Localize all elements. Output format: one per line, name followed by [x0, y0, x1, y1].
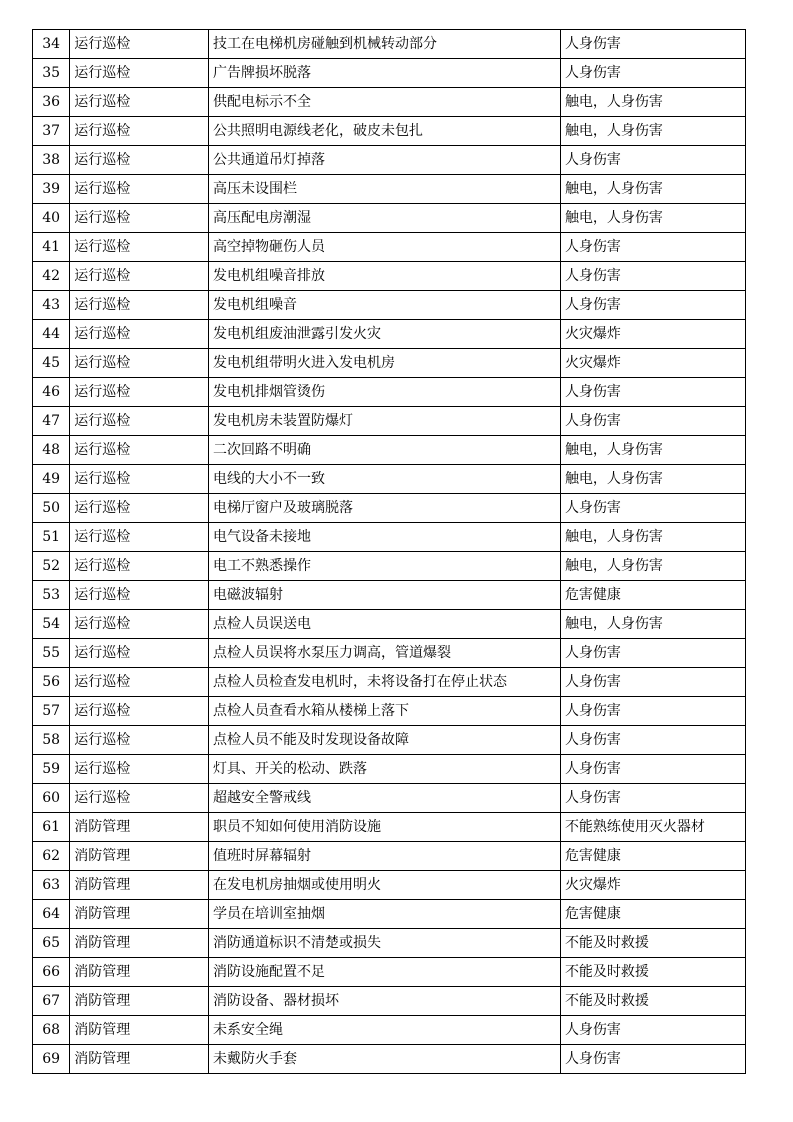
category-cell: 运行巡检	[70, 523, 209, 552]
row-number-cell: 58	[33, 726, 70, 755]
table-row	[33, 755, 746, 784]
hazard-cell: 电线的大小不一致	[208, 465, 560, 494]
category-cell: 运行巡检	[70, 175, 209, 204]
category-cell: 运行巡检	[70, 436, 209, 465]
category-cell: 运行巡检	[70, 552, 209, 581]
row-number-cell: 62	[33, 842, 70, 871]
table-row	[33, 552, 746, 581]
category-cell: 消防管理	[70, 1045, 209, 1074]
hazard-cell: 学员在培训室抽烟	[208, 900, 560, 929]
row-number-cell: 64	[33, 900, 70, 929]
row-number-cell: 63	[33, 871, 70, 900]
consequence-cell: 触电，人身伤害	[560, 552, 745, 581]
table-row	[33, 204, 746, 233]
consequence-cell: 人身伤害	[560, 59, 745, 88]
category-cell: 运行巡检	[70, 117, 209, 146]
table-row	[33, 262, 746, 291]
row-number-cell: 56	[33, 668, 70, 697]
row-number-cell: 66	[33, 958, 70, 987]
hazard-cell: 发电机组噪音排放	[208, 262, 560, 291]
hazard-table	[32, 29, 746, 1074]
consequence-cell: 火灾爆炸	[560, 349, 745, 378]
category-cell: 消防管理	[70, 900, 209, 929]
category-cell: 运行巡检	[70, 639, 209, 668]
hazard-cell: 电梯厅窗户及玻璃脱落	[208, 494, 560, 523]
category-cell: 运行巡检	[70, 59, 209, 88]
consequence-cell: 人身伤害	[560, 1045, 745, 1074]
hazard-cell: 发电机组废油泄露引发火灾	[208, 320, 560, 349]
category-cell: 运行巡检	[70, 784, 209, 813]
table-row	[33, 320, 746, 349]
table-row	[33, 842, 746, 871]
table-row	[33, 59, 746, 88]
category-cell: 消防管理	[70, 813, 209, 842]
category-cell: 运行巡检	[70, 378, 209, 407]
row-number-cell: 57	[33, 697, 70, 726]
consequence-cell: 人身伤害	[560, 784, 745, 813]
hazard-cell: 超越安全警戒线	[208, 784, 560, 813]
consequence-cell: 人身伤害	[560, 378, 745, 407]
hazard-cell: 技工在电梯机房碰触到机械转动部分	[208, 30, 560, 59]
table-row	[33, 175, 746, 204]
consequence-cell: 人身伤害	[560, 30, 745, 59]
hazard-cell: 二次回路不明确	[208, 436, 560, 465]
category-cell: 消防管理	[70, 958, 209, 987]
consequence-cell: 触电，人身伤害	[560, 88, 745, 117]
hazard-cell: 消防设备、器材损坏	[208, 987, 560, 1016]
row-number-cell: 34	[33, 30, 70, 59]
hazard-cell: 电磁波辐射	[208, 581, 560, 610]
row-number-cell: 61	[33, 813, 70, 842]
row-number-cell: 41	[33, 233, 70, 262]
table-body	[33, 30, 746, 1074]
row-number-cell: 59	[33, 755, 70, 784]
table-row	[33, 726, 746, 755]
consequence-cell: 人身伤害	[560, 1016, 745, 1045]
row-number-cell: 47	[33, 407, 70, 436]
hazard-cell: 点检人员检查发电机时，未将设备打在停止状态	[208, 668, 560, 697]
row-number-cell: 42	[33, 262, 70, 291]
row-number-cell: 67	[33, 987, 70, 1016]
consequence-cell: 不能及时救援	[560, 987, 745, 1016]
row-number-cell: 40	[33, 204, 70, 233]
table-row	[33, 494, 746, 523]
category-cell: 运行巡检	[70, 407, 209, 436]
category-cell: 消防管理	[70, 842, 209, 871]
table-row	[33, 784, 746, 813]
hazard-cell: 发电机组带明火进入发电机房	[208, 349, 560, 378]
row-number-cell: 38	[33, 146, 70, 175]
category-cell: 运行巡检	[70, 610, 209, 639]
row-number-cell: 52	[33, 552, 70, 581]
consequence-cell: 危害健康	[560, 900, 745, 929]
hazard-cell: 点检人员查看水箱从楼梯上落下	[208, 697, 560, 726]
consequence-cell: 人身伤害	[560, 262, 745, 291]
consequence-cell: 人身伤害	[560, 233, 745, 262]
category-cell: 运行巡检	[70, 30, 209, 59]
table-row	[33, 30, 746, 59]
hazard-cell: 值班时屏幕辐射	[208, 842, 560, 871]
table-row	[33, 900, 746, 929]
table-row	[33, 436, 746, 465]
table-row	[33, 929, 746, 958]
hazard-cell: 电气设备未接地	[208, 523, 560, 552]
hazard-cell: 灯具、开关的松动、跌落	[208, 755, 560, 784]
hazard-cell: 点检人员误将水泵压力调高，管道爆裂	[208, 639, 560, 668]
category-cell: 消防管理	[70, 929, 209, 958]
table-row	[33, 1016, 746, 1045]
table-row	[33, 378, 746, 407]
consequence-cell: 不能及时救援	[560, 958, 745, 987]
table-row	[33, 581, 746, 610]
consequence-cell: 人身伤害	[560, 639, 745, 668]
consequence-cell: 触电，人身伤害	[560, 204, 745, 233]
consequence-cell: 触电，人身伤害	[560, 610, 745, 639]
table-row	[33, 349, 746, 378]
consequence-cell: 触电，人身伤害	[560, 117, 745, 146]
consequence-cell: 人身伤害	[560, 291, 745, 320]
hazard-cell: 点检人员误送电	[208, 610, 560, 639]
hazard-cell: 发电机组噪音	[208, 291, 560, 320]
category-cell: 运行巡检	[70, 755, 209, 784]
table-row	[33, 291, 746, 320]
table-row	[33, 987, 746, 1016]
consequence-cell: 人身伤害	[560, 726, 745, 755]
row-number-cell: 48	[33, 436, 70, 465]
category-cell: 消防管理	[70, 1016, 209, 1045]
hazard-cell: 未戴防火手套	[208, 1045, 560, 1074]
category-cell: 运行巡检	[70, 668, 209, 697]
table-row	[33, 668, 746, 697]
consequence-cell: 火灾爆炸	[560, 320, 745, 349]
hazard-cell: 高压配电房潮湿	[208, 204, 560, 233]
consequence-cell: 人身伤害	[560, 407, 745, 436]
category-cell: 消防管理	[70, 871, 209, 900]
table-row	[33, 610, 746, 639]
consequence-cell: 人身伤害	[560, 494, 745, 523]
consequence-cell: 触电，人身伤害	[560, 436, 745, 465]
document-page	[32, 29, 746, 1074]
table-row	[33, 813, 746, 842]
table-row	[33, 233, 746, 262]
table-row	[33, 117, 746, 146]
category-cell: 消防管理	[70, 987, 209, 1016]
row-number-cell: 35	[33, 59, 70, 88]
row-number-cell: 65	[33, 929, 70, 958]
category-cell: 运行巡检	[70, 697, 209, 726]
row-number-cell: 53	[33, 581, 70, 610]
hazard-cell: 公共通道吊灯掉落	[208, 146, 560, 175]
row-number-cell: 37	[33, 117, 70, 146]
row-number-cell: 45	[33, 349, 70, 378]
row-number-cell: 51	[33, 523, 70, 552]
row-number-cell: 46	[33, 378, 70, 407]
row-number-cell: 39	[33, 175, 70, 204]
hazard-cell: 广告牌损坏脱落	[208, 59, 560, 88]
hazard-cell: 未系安全绳	[208, 1016, 560, 1045]
table-row	[33, 697, 746, 726]
row-number-cell: 43	[33, 291, 70, 320]
hazard-cell: 消防通道标识不清楚或损失	[208, 929, 560, 958]
row-number-cell: 50	[33, 494, 70, 523]
consequence-cell: 人身伤害	[560, 146, 745, 175]
category-cell: 运行巡检	[70, 726, 209, 755]
category-cell: 运行巡检	[70, 146, 209, 175]
row-number-cell: 44	[33, 320, 70, 349]
category-cell: 运行巡检	[70, 233, 209, 262]
category-cell: 运行巡检	[70, 88, 209, 117]
row-number-cell: 60	[33, 784, 70, 813]
category-cell: 运行巡检	[70, 204, 209, 233]
row-number-cell: 69	[33, 1045, 70, 1074]
consequence-cell: 触电，人身伤害	[560, 465, 745, 494]
table-row	[33, 958, 746, 987]
category-cell: 运行巡检	[70, 465, 209, 494]
table-row	[33, 639, 746, 668]
hazard-cell: 供配电标示不全	[208, 88, 560, 117]
category-cell: 运行巡检	[70, 262, 209, 291]
table-row	[33, 871, 746, 900]
table-row	[33, 1045, 746, 1074]
consequence-cell: 触电，人身伤害	[560, 523, 745, 552]
row-number-cell: 55	[33, 639, 70, 668]
row-number-cell: 49	[33, 465, 70, 494]
table-row	[33, 146, 746, 175]
row-number-cell: 68	[33, 1016, 70, 1045]
category-cell: 运行巡检	[70, 581, 209, 610]
consequence-cell: 人身伤害	[560, 668, 745, 697]
row-number-cell: 54	[33, 610, 70, 639]
hazard-cell: 公共照明电源线老化，破皮未包扎	[208, 117, 560, 146]
consequence-cell: 火灾爆炸	[560, 871, 745, 900]
table-row	[33, 88, 746, 117]
table-row	[33, 523, 746, 552]
category-cell: 运行巡检	[70, 494, 209, 523]
hazard-cell: 在发电机房抽烟或使用明火	[208, 871, 560, 900]
hazard-cell: 电工不熟悉操作	[208, 552, 560, 581]
hazard-cell: 点检人员不能及时发现设备故障	[208, 726, 560, 755]
consequence-cell: 危害健康	[560, 581, 745, 610]
hazard-cell: 高空掉物砸伤人员	[208, 233, 560, 262]
consequence-cell: 人身伤害	[560, 755, 745, 784]
hazard-cell: 职员不知如何使用消防设施	[208, 813, 560, 842]
hazard-cell: 消防设施配置不足	[208, 958, 560, 987]
category-cell: 运行巡检	[70, 320, 209, 349]
hazard-cell: 高压未设围栏	[208, 175, 560, 204]
hazard-cell: 发电机房未装置防爆灯	[208, 407, 560, 436]
hazard-cell: 发电机排烟管烫伤	[208, 378, 560, 407]
category-cell: 运行巡检	[70, 349, 209, 378]
row-number-cell: 36	[33, 88, 70, 117]
category-cell: 运行巡检	[70, 291, 209, 320]
consequence-cell: 危害健康	[560, 842, 745, 871]
consequence-cell: 触电，人身伤害	[560, 175, 745, 204]
consequence-cell: 人身伤害	[560, 697, 745, 726]
table-row	[33, 407, 746, 436]
table-row	[33, 465, 746, 494]
consequence-cell: 不能熟练使用灭火器材	[560, 813, 745, 842]
consequence-cell: 不能及时救援	[560, 929, 745, 958]
